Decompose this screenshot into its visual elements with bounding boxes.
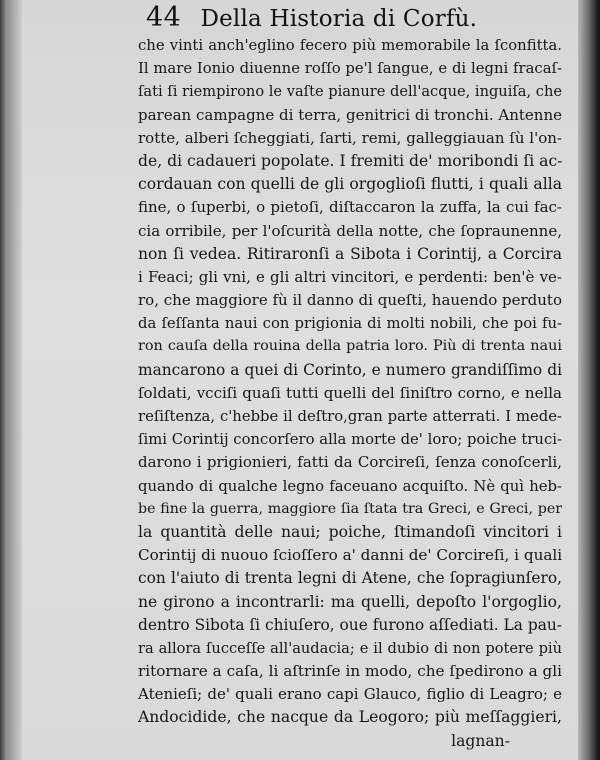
text-line: ritornare a caſa, li aſtrinſe in modo, che ſpedirono a gli: [138, 662, 562, 681]
text-line: che vinti anch'eglino fecero più memorabile la ſconfitta.: [138, 37, 562, 54]
text-line: cia orribile, per l'oſcurità della notte, che ſopraunenne,: [138, 221, 562, 240]
text-line: fine, o ſuperbi, o pietoſi, diſtaccaron la zuffa, la cui fac-: [138, 198, 562, 217]
text-line: be fine la guerra, maggiore ſia ſtata tra Greci, e Greci, per: [138, 500, 562, 517]
text-line: rotte, alberi ſcheggiati, ſarti, remi, galleggiauan ſù l'on-: [138, 128, 562, 147]
text-line: con l'aiuto di trenta legni di Atene, che ſopragiunſero,: [138, 569, 562, 588]
page-paper: [22, 0, 578, 760]
text-line: la quantità delle naui; poiche, ſtimandoſi vincitori i: [138, 522, 562, 541]
running-title: Della Historia di Corfù.: [200, 6, 478, 32]
text-line: ro, che maggiore fù il danno di queſti, hauendo perduto: [138, 291, 562, 310]
body-text: [138, 34, 562, 753]
page-number: 44: [146, 2, 182, 33]
text-line: dentro Sibota ſi chiuſero, oue furono aſſediati. La pau-: [138, 615, 562, 634]
text-line: reſiſtenza, c'hebbe il deſtro,gran parte atterrati. I mede-: [138, 408, 562, 425]
text-line: Corintij di nuouo ſcioſſero a' danni de' Corcireſi, i quali: [138, 546, 562, 565]
text-line: cordauan con quelli de gli orgoglioſi flutti, i quali alla: [138, 175, 562, 194]
text-line: i Feaci; gli vni, e gli altri vincitori, e perdenti: ben'è ve-: [138, 267, 562, 286]
text-line: ſoldati, vcciſi quaſi tutti quelli del ſiniſtro corno, e nella: [138, 383, 562, 402]
text-line: quando di qualche legno faceuano acquiſto. Nè quì heb-: [138, 477, 562, 495]
text-line: Andocidide, che nacque da Leogoro; più meſſaggieri,: [138, 708, 562, 727]
text-line: ne girono a incontrarli: ma quelli, depoſto l'orgoglio,: [138, 592, 562, 611]
text-line: ſati ſi riempirono le vaſte pianure dell'acque, inguiſa, che: [138, 83, 562, 101]
text-line: ra allora ſucceſſe all'audacia; e il dubio di non potere più: [138, 639, 562, 657]
text-line: Atenieſi; de' quali erano capi Glauco, figlio di Leagro; e: [138, 685, 562, 704]
text-line: parean campagne di terra, genitrici di tronchi. Antenne: [138, 105, 562, 124]
text-line: Il mare Ionio diuenne roſſo pe'l ſangue, e di legni fracaſ-: [138, 60, 562, 78]
text-line: de, di cadaueri popolate. I fremiti de' moribondi ſi ac-: [138, 151, 562, 170]
page-header: [146, 2, 586, 36]
text-line: da ſeſſanta naui con prigionia di molti nobili, che poi fu-: [138, 315, 562, 333]
text-line: mancarono a quei di Corinto, e numero grandiſſimo di: [138, 360, 562, 379]
text-line: ron cauſa della rouina della patria loro. Più di trenta naui: [138, 338, 562, 355]
text-line: ſimi Corintij concorſero alla morte de' loro; poiche truci-: [138, 431, 562, 449]
text-line: non ſi vedea. Ritiraronſi a Sibota i Corintij, a Corcira: [138, 244, 562, 263]
text-line: darono i prigionieri, fatti da Corcireſi, ſenza conoſcerli,: [138, 453, 562, 472]
catchword: lagnan-: [451, 731, 510, 750]
